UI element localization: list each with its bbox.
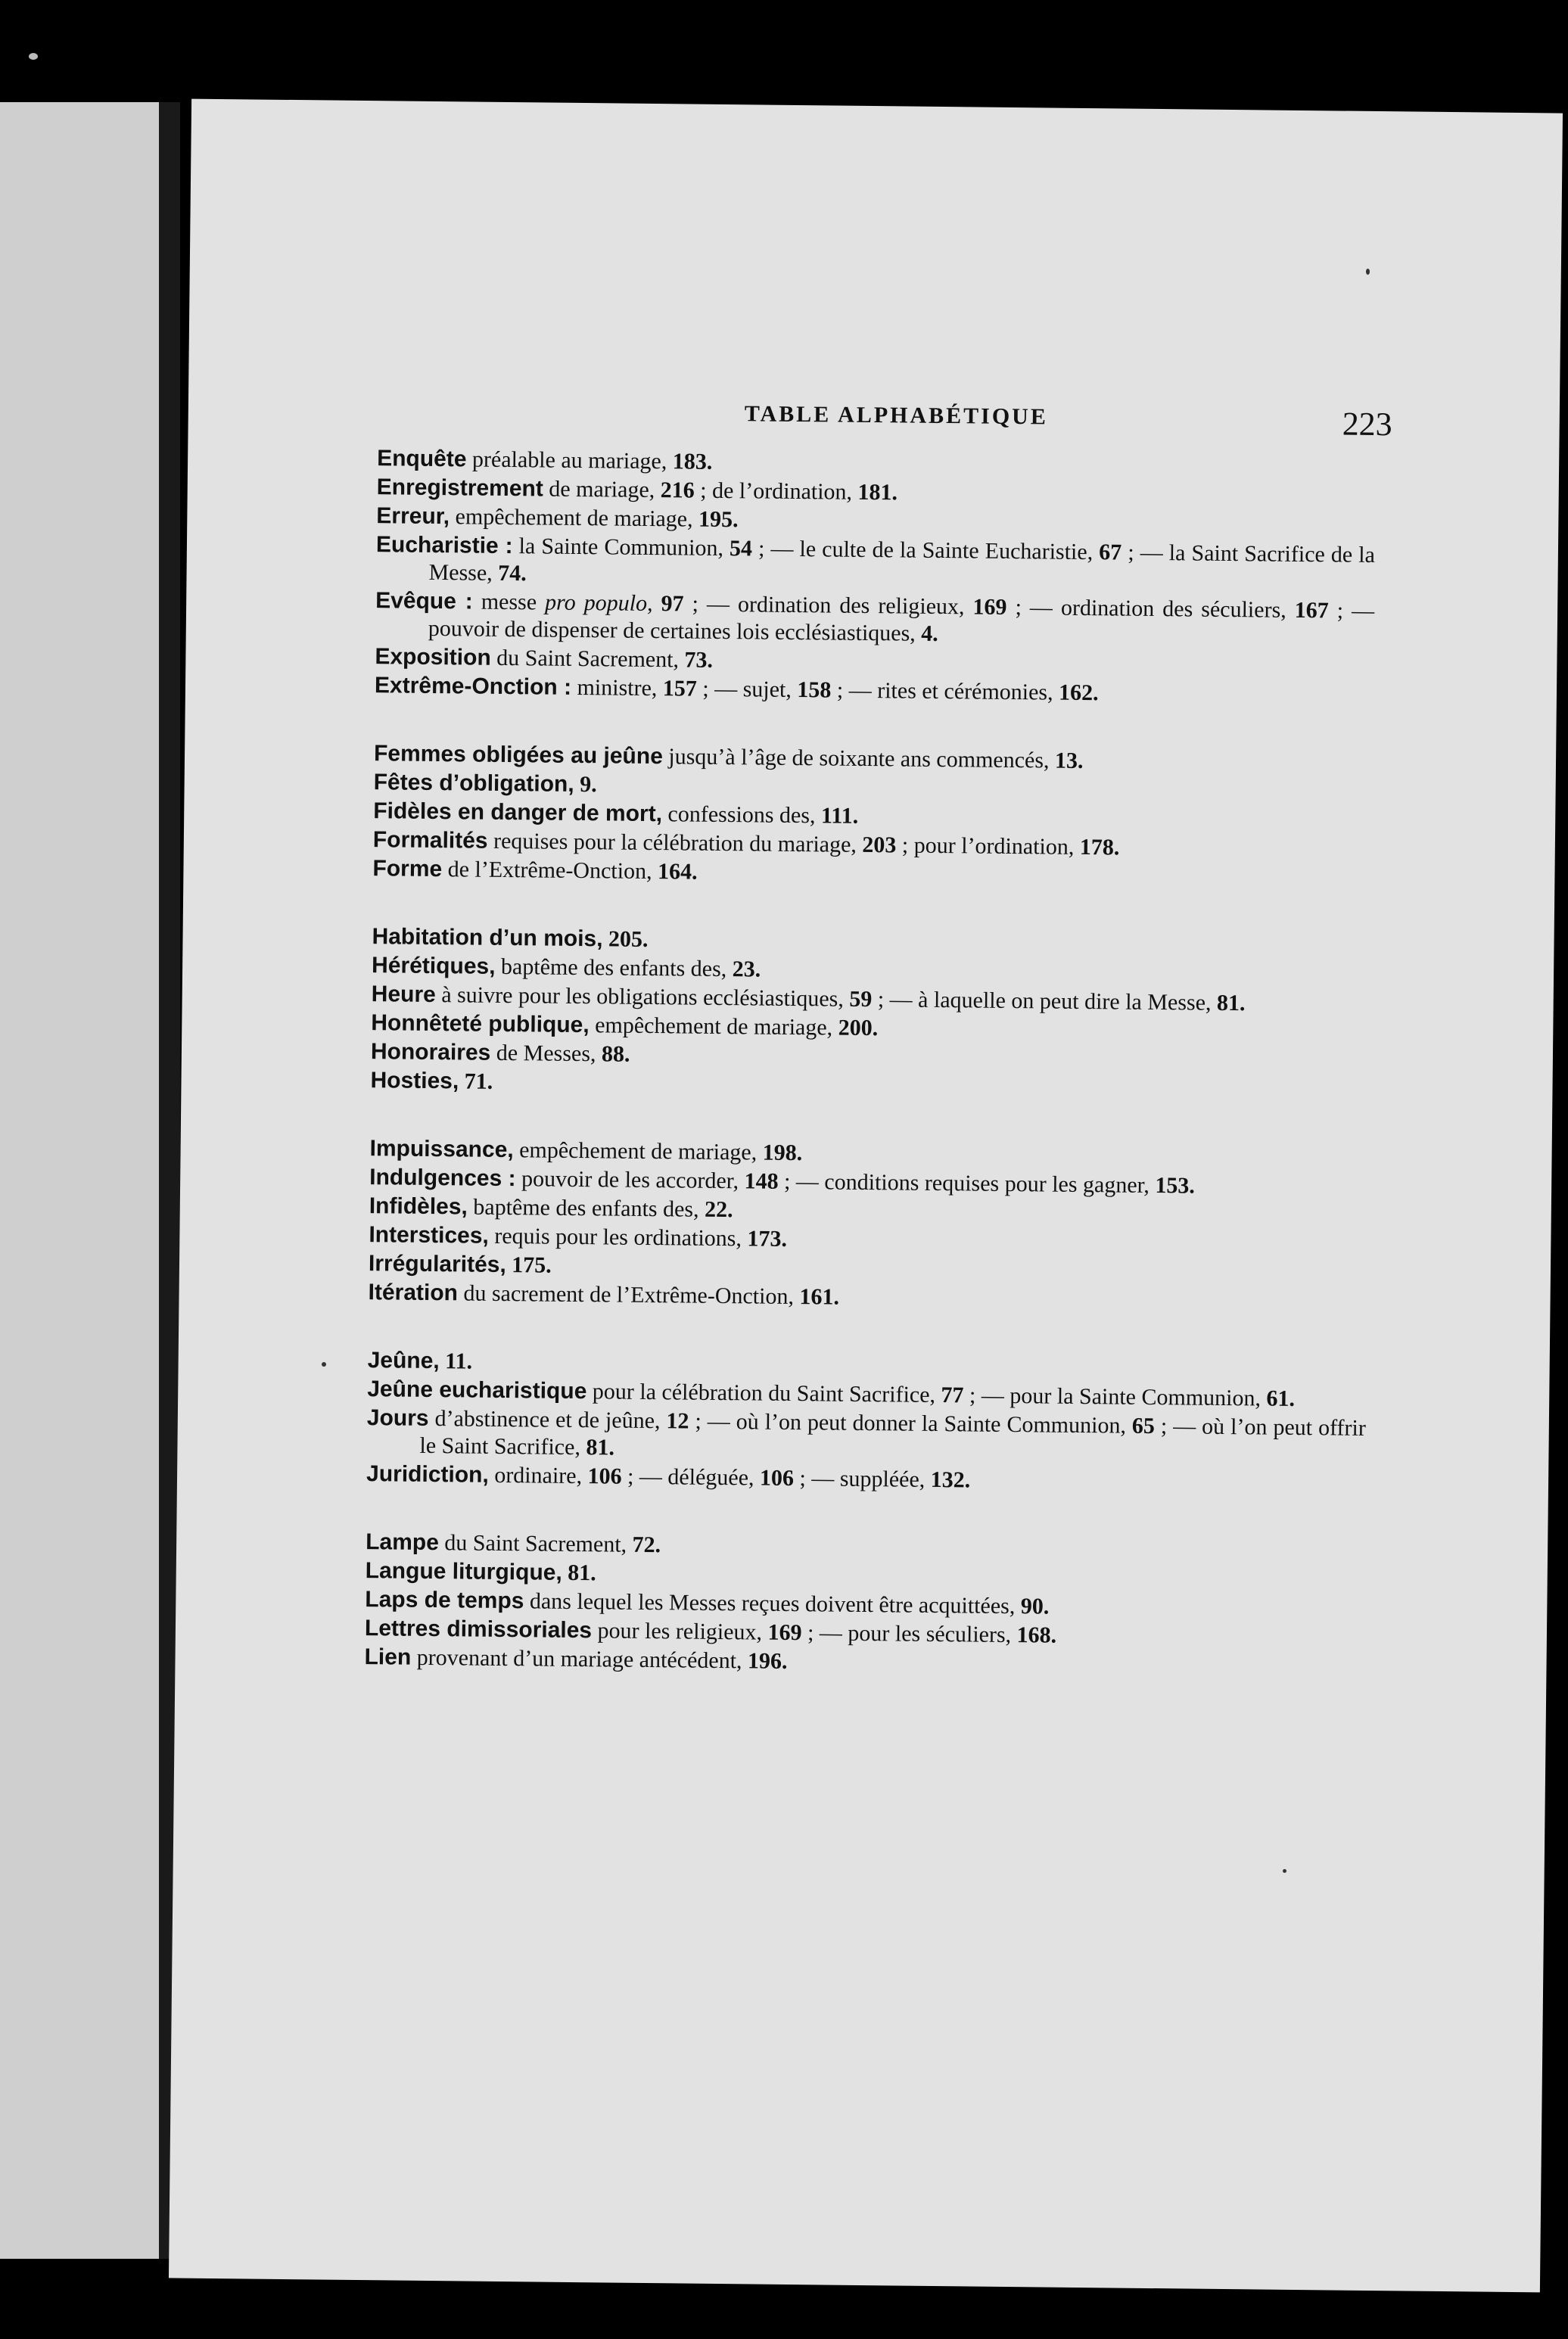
entry-heading: Forme [372, 856, 443, 882]
entry-text: de mariage, [543, 476, 661, 503]
entry-page-ref: 73. [684, 647, 714, 673]
entry-text: préalable au mariage, [466, 446, 674, 474]
entry-text: ; — pour la Sainte Communion, [963, 1383, 1267, 1411]
entry-heading: Heure [371, 981, 436, 1008]
entry-text: requises pour la célébration du mariage, [487, 828, 863, 857]
entry-heading: Fêtes d’obligation, [373, 770, 574, 797]
entry-text: ; — sujet, [696, 676, 798, 703]
entry-text: ; de l’ordination, [694, 477, 858, 505]
entry-heading: Lettres dimissoriales [364, 1616, 593, 1644]
entry-page-ref: 132. [930, 1467, 971, 1493]
entry-text: du Saint Sacrement, [438, 1530, 633, 1557]
document-page [169, 99, 1563, 2293]
entry-heading: Hosties, [370, 1068, 459, 1094]
entry-heading: Indulgences : [369, 1165, 516, 1192]
entry-text: empêchement de mariage, [589, 1012, 838, 1040]
entry-page-ref: 173. [747, 1226, 788, 1252]
entry-page-ref: 61. [1266, 1386, 1296, 1411]
entry-text: ordinaire, [488, 1462, 588, 1489]
entry-text: ; — conditions requises pour les gagner, [778, 1168, 1156, 1199]
entry-page-ref: 13. [1054, 748, 1084, 773]
entry-text: dans lequel les Messes reçues doivent être acquittées, [524, 1588, 1022, 1619]
entry-heading: Erreur, [376, 503, 450, 530]
entry-heading: Hérétiques, [371, 953, 496, 979]
entry-page-ref: 161. [799, 1284, 840, 1310]
entry-page-ref: 65 [1131, 1413, 1156, 1439]
entry-text: ; — où l’on peut offrir le Saint Sacrifice, [419, 1414, 1366, 1460]
entry-page-ref: 181. [857, 479, 898, 505]
entry-text: ; — pour les séculiers, [801, 1620, 1017, 1648]
entry-page-ref: 72. [632, 1532, 661, 1558]
entry-heading: Jeûne, [367, 1348, 440, 1374]
entry-text: à suivre pour les obligations ecclésiastiques, [435, 982, 850, 1012]
entry-heading: Honoraires [370, 1039, 491, 1065]
index-entry [375, 531, 1375, 596]
entry-page-ref: 162. [1058, 680, 1099, 706]
entry-heading: Infidèles, [369, 1193, 468, 1220]
entry-text: confessions des, [661, 801, 822, 829]
entry-page-ref: 106 [759, 1465, 795, 1491]
entry-text: provenant d’un mariage antécédent, [411, 1644, 748, 1674]
entry-text: requis pour les ordinations, [488, 1223, 748, 1252]
entry-page-ref: 183. [672, 449, 713, 474]
previous-page-edge [0, 102, 166, 2259]
entry-text: ; — rites et cérémonies, [831, 677, 1059, 705]
entry-page-ref: 23. [732, 956, 761, 982]
entry-heading: Itération [368, 1280, 459, 1306]
entry-text: ; — où l’on peut donner la Sainte Communion, [689, 1408, 1133, 1439]
entry-page-ref: 9. [580, 772, 597, 798]
entry-text: ; — ordination des séculiers, [1006, 594, 1295, 623]
entry-page-ref: 74. [498, 560, 527, 586]
entry-page-ref: 153. [1155, 1173, 1196, 1199]
entry-heading: Impuissance, [369, 1136, 514, 1163]
entry-page-ref: 11. [445, 1348, 473, 1374]
entry-text: ; — ordination des religieux, [683, 591, 973, 620]
entry-page-ref: 200. [838, 1015, 879, 1041]
index-entry [366, 1404, 1366, 1470]
dust-speck [29, 53, 38, 60]
running-head: TABLE ALPHABÉTIQUE [744, 401, 1049, 430]
entry-heading: Irrégularités, [368, 1251, 506, 1278]
entry-page-ref: 106 [587, 1463, 622, 1489]
entry-heading: Habitation d’un mois, [372, 924, 603, 952]
entry-heading: Femmes obligées au jeûne [373, 741, 664, 770]
dust-speck [322, 1362, 326, 1367]
entry-page-ref: 71. [464, 1068, 493, 1094]
entry-page-ref: 167 [1294, 597, 1329, 624]
entry-page-ref: 205. [608, 926, 649, 952]
dust-speck [1366, 269, 1370, 275]
entry-heading: Interstices, [369, 1222, 490, 1249]
entry-text: empêchement de mariage, [513, 1137, 763, 1165]
entry-page-ref: 22. [704, 1196, 733, 1223]
entry-text: pour la célébration du Saint Sacrifice, [586, 1379, 941, 1408]
entry-text: d’abstinence et de jeûne, [428, 1405, 667, 1434]
entry-text: ; — suppléée, [793, 1466, 931, 1492]
entry-italic: pro populo, [544, 589, 653, 617]
entry-heading: Eucharistie : [375, 532, 513, 559]
entry-heading: Fidèles en danger de mort, [373, 798, 663, 827]
entry-page-ref: 90. [1020, 1594, 1050, 1619]
entry-page-ref: 88. [601, 1041, 630, 1067]
entry-text: ; — le culte de la Sainte Eucharistie, [751, 536, 1100, 565]
alphabetical-index [364, 445, 1376, 1681]
entry-heading: Lien [364, 1644, 412, 1670]
dust-speck [1283, 1869, 1286, 1873]
entry-text: ; — déléguée, [621, 1463, 761, 1491]
entry-heading: Laps de temps [365, 1587, 524, 1614]
entry-page-ref: 157 [662, 676, 698, 701]
entry-page-ref: 97 [652, 591, 684, 617]
entry-heading: Langue liturgique, [365, 1558, 562, 1585]
entry-heading: Juridiction, [366, 1461, 489, 1488]
entry-heading: Exposition [375, 644, 491, 670]
entry-page-ref: 216 [660, 477, 695, 503]
entry-page-ref: 203 [862, 832, 897, 858]
entry-heading: Lampe [365, 1529, 440, 1556]
entry-text: ; — la Saint Sacrifice de la Messe, [428, 540, 1376, 586]
entry-text: de l’Extrême-Onction, [442, 857, 658, 885]
entry-page-ref: 59 [849, 986, 873, 1012]
entry-page-ref: 4. [921, 621, 938, 646]
entry-page-ref: 54 [729, 536, 753, 561]
entry-heading: Enregistrement [376, 474, 544, 502]
entry-heading: Enquête [376, 446, 467, 472]
entry-heading: Evêque : [375, 588, 473, 614]
entry-page-ref: 12 [666, 1408, 689, 1434]
entry-page-ref: 67 [1099, 540, 1122, 565]
entry-heading: Jeûne eucharistique [367, 1376, 587, 1404]
entry-page-ref: 175. [512, 1252, 552, 1278]
entry-heading: Extrême-Onction : [374, 673, 572, 700]
entry-heading: Jours [366, 1405, 429, 1431]
entry-text: du Saint Sacrement, [490, 645, 685, 673]
index-entry [375, 587, 1375, 652]
entry-text: pouvoir de les accorder, [515, 1166, 745, 1194]
entry-page-ref: 164. [657, 859, 698, 885]
entry-page-ref: 81. [568, 1560, 596, 1586]
entry-page-ref: 81. [586, 1435, 615, 1460]
entry-text: ; pour l’ordination, [896, 832, 1081, 860]
entry-text: la Sainte Communion, [512, 533, 730, 561]
entry-text: ; — à laquelle on peut dire la Messe, [872, 987, 1218, 1016]
entry-page-ref: 178. [1079, 834, 1120, 860]
entry-heading: Formalités [372, 827, 488, 854]
entry-text: jusqu’à l’âge de soixante ans commencés, [662, 744, 1056, 773]
entry-text: de Messes, [490, 1040, 602, 1067]
entry-page-ref: 169 [767, 1619, 802, 1646]
entry-heading: Honnêteté publique, [371, 1010, 590, 1038]
entry-text: du sacrement de l’Extrême-Onction, [457, 1280, 800, 1310]
entry-text: baptême des enfants des, [467, 1194, 705, 1222]
entry-page-ref: 81. [1216, 990, 1246, 1016]
entry-text: messe [472, 589, 546, 615]
entry-page-ref: 111. [820, 803, 859, 829]
entry-page-ref: 169 [972, 594, 1007, 620]
entry-page-ref: 168. [1016, 1622, 1057, 1648]
entry-page-ref: 198. [762, 1140, 803, 1166]
entry-page-ref: 158 [797, 677, 832, 703]
entry-text: ; — pouvoir de dispenser de certaines lois ecclésiastiques, [428, 598, 1375, 646]
entry-text: empêchement de mariage, [449, 504, 699, 532]
entry-page-ref: 195. [698, 506, 739, 533]
entry-text: ministre, [571, 674, 664, 701]
entry-page-ref: 196. [747, 1648, 788, 1674]
entry-text: baptême des enfants des, [495, 953, 733, 982]
entry-page-ref: 148 [744, 1168, 779, 1194]
entry-page-ref: 77 [941, 1383, 964, 1408]
entry-text: pour les religieux, [591, 1618, 768, 1645]
page-number: 223 [1342, 405, 1392, 443]
